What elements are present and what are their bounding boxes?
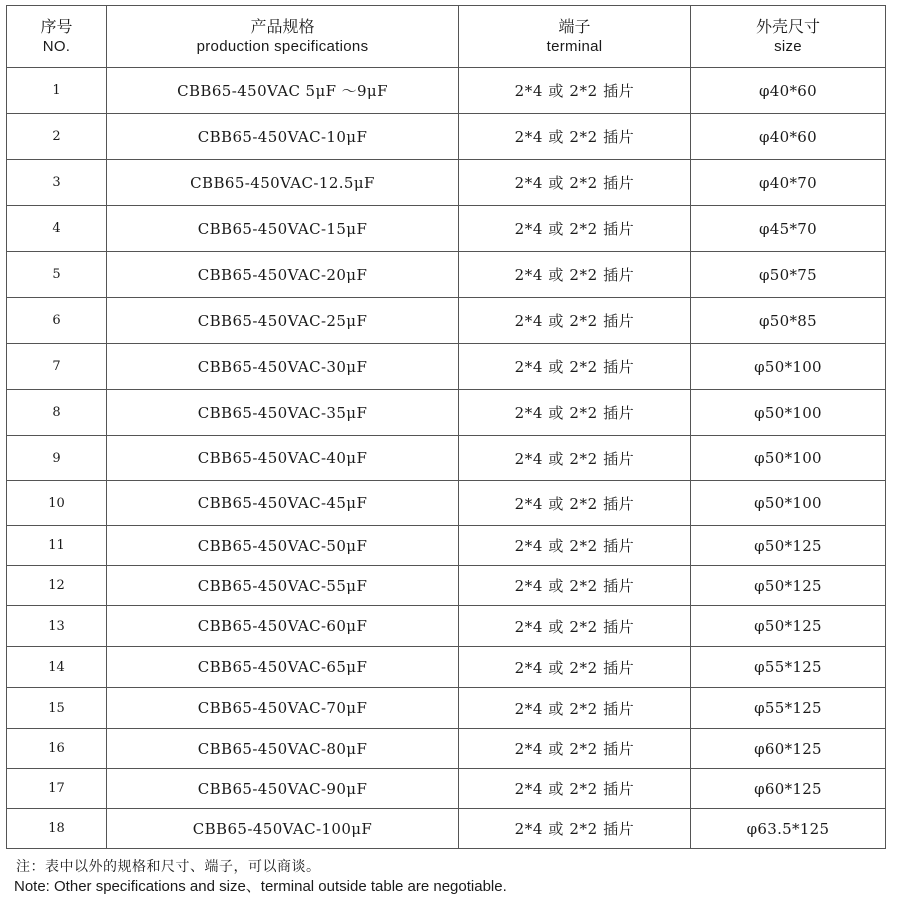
table-row [7,390,886,436]
table-row [7,206,886,252]
cell-size: φ45*70 [691,206,886,252]
header-no-en: NO. [42,38,71,55]
table-row [7,481,886,526]
cell-no: 1 [7,68,107,114]
table-row [7,688,886,729]
cell-size: φ50*100 [691,390,886,436]
table-row [7,526,886,566]
table-row [7,647,886,688]
cell-size: φ50*125 [691,566,886,606]
notes [16,857,886,896]
cell-size: φ50*125 [691,606,886,647]
cell-terminal: 2*4 或 2*2 插片 [459,729,691,769]
header-terminal [459,6,691,68]
cell-no: 9 [7,436,107,481]
cell-terminal: 2*4 或 2*2 插片 [459,647,691,688]
cell-no: 8 [7,390,107,436]
header-spec-en: production specifications [196,38,369,55]
cell-terminal: 2*4 或 2*2 插片 [459,809,691,849]
cell-terminal: 2*4 或 2*2 插片 [459,114,691,160]
cell-terminal: 2*4 或 2*2 插片 [459,566,691,606]
cell-size: φ40*60 [691,68,886,114]
table-row [7,344,886,390]
cell-no: 13 [7,606,107,647]
cell-no: 3 [7,160,107,206]
cell-terminal: 2*4 或 2*2 插片 [459,344,691,390]
cell-size: φ40*70 [691,160,886,206]
cell-spec: CBB65-450VAC-100μF [107,809,459,849]
cell-terminal: 2*4 或 2*2 插片 [459,160,691,206]
cell-size: φ50*85 [691,298,886,344]
cell-size: φ55*125 [691,688,886,729]
cell-spec: CBB65-450VAC-15μF [107,206,459,252]
table-row [7,298,886,344]
cell-no: 5 [7,252,107,298]
cell-no: 4 [7,206,107,252]
table-row [7,436,886,481]
cell-spec: CBB65-450VAC-50μF [107,526,459,566]
table-row [7,252,886,298]
header-size [691,6,886,68]
cell-terminal: 2*4 或 2*2 插片 [459,298,691,344]
cell-size: φ50*100 [691,344,886,390]
cell-size: φ55*125 [691,647,886,688]
cell-spec: CBB65-450VAC-45μF [107,481,459,526]
header-size-zh: 外壳尺寸 [755,17,820,36]
cell-terminal: 2*4 或 2*2 插片 [459,390,691,436]
cell-size: φ50*100 [691,481,886,526]
cell-spec: CBB65-450VAC-70μF [107,688,459,729]
table-header-row [7,6,886,68]
cell-terminal: 2*4 或 2*2 插片 [459,606,691,647]
cell-spec: CBB65-450VAC-65μF [107,647,459,688]
cell-terminal: 2*4 或 2*2 插片 [459,206,691,252]
cell-spec: CBB65-450VAC 5μF ～9μF [107,68,459,114]
cell-terminal: 2*4 或 2*2 插片 [459,769,691,809]
table-row [7,769,886,809]
spec-table [6,5,886,849]
cell-size: φ60*125 [691,729,886,769]
table-row [7,114,886,160]
table-row [7,729,886,769]
cell-no: 11 [7,526,107,566]
table-row [7,606,886,647]
cell-size: φ60*125 [691,769,886,809]
cell-spec: CBB65-450VAC-30μF [107,344,459,390]
cell-spec: CBB65-450VAC-60μF [107,606,459,647]
cell-no: 10 [7,481,107,526]
cell-no: 12 [7,566,107,606]
header-size-en: size [774,38,802,55]
cell-size: φ63.5*125 [691,809,886,849]
cell-size: φ50*75 [691,252,886,298]
cell-spec: CBB65-450VAC-10μF [107,114,459,160]
cell-terminal: 2*4 或 2*2 插片 [459,481,691,526]
header-no [7,6,107,68]
cell-spec: CBB65-450VAC-55μF [107,566,459,606]
cell-no: 14 [7,647,107,688]
note-zh: 注：表中以外的规格和尺寸、端子，可以商谈。 [16,859,321,875]
cell-terminal: 2*4 或 2*2 插片 [459,68,691,114]
table-row [7,809,886,849]
cell-no: 6 [7,298,107,344]
cell-spec: CBB65-450VAC-25μF [107,298,459,344]
header-spec-zh: 产品规格 [250,17,315,36]
header-spec [107,6,459,68]
cell-spec: CBB65-450VAC-40μF [107,436,459,481]
cell-spec: CBB65-450VAC-20μF [107,252,459,298]
cell-spec: CBB65-450VAC-80μF [107,729,459,769]
header-terminal-zh: 端子 [558,17,591,36]
table-row [7,160,886,206]
cell-size: φ50*125 [691,526,886,566]
cell-terminal: 2*4 或 2*2 插片 [459,252,691,298]
cell-size: φ50*100 [691,436,886,481]
cell-spec: CBB65-450VAC-35μF [107,390,459,436]
table-row [7,566,886,606]
cell-no: 7 [7,344,107,390]
cell-spec: CBB65-450VAC-12.5μF [107,160,459,206]
cell-no: 18 [7,809,107,849]
header-no-zh: 序号 [40,17,73,36]
cell-terminal: 2*4 或 2*2 插片 [459,688,691,729]
header-terminal-en: terminal [546,38,603,55]
cell-terminal: 2*4 或 2*2 插片 [459,526,691,566]
cell-no: 15 [7,688,107,729]
cell-terminal: 2*4 或 2*2 插片 [459,436,691,481]
note-en: Note: Other specifications and size、terminal outside table are negotiable. [14,878,507,895]
cell-no: 17 [7,769,107,809]
cell-no: 2 [7,114,107,160]
cell-no: 16 [7,729,107,769]
cell-size: φ40*60 [691,114,886,160]
cell-spec: CBB65-450VAC-90μF [107,769,459,809]
table-row [7,68,886,114]
